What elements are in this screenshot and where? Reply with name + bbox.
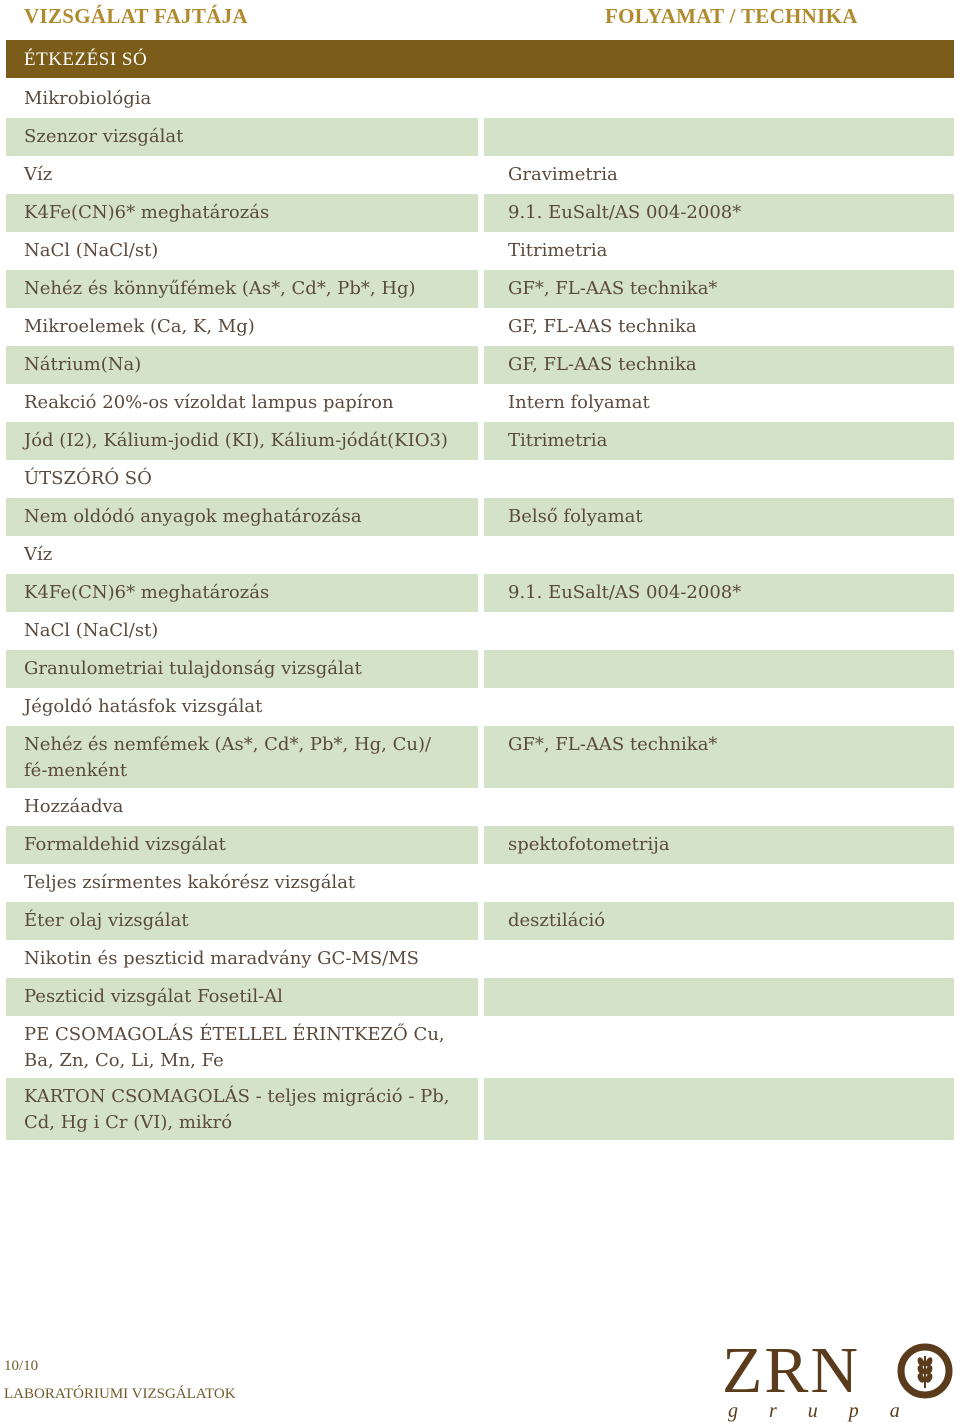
header-test-type: VIZSGÁLAT FAJTÁJA xyxy=(24,4,248,28)
test-cell: Jód (I2), Kálium-jodid (KI), Kálium-jódát(KIO3) xyxy=(6,422,478,460)
method-cell xyxy=(484,80,954,118)
table-row xyxy=(0,422,960,460)
table-row xyxy=(0,156,960,194)
method-cell xyxy=(484,978,954,1016)
table-row xyxy=(0,826,960,864)
table-row xyxy=(0,688,960,726)
test-cell: Nehéz és könnyűfémek (As*, Cd*, Pb*, Hg) xyxy=(6,270,478,308)
method-cell: 9.1. EuSalt/AS 004-2008* xyxy=(484,194,954,232)
test-cell: Éter olaj vizsgálat xyxy=(6,902,478,940)
method-cell xyxy=(484,536,954,574)
method-cell xyxy=(484,650,954,688)
test-cell: NaCl (NaCl/st) xyxy=(24,620,159,641)
method-cell xyxy=(484,460,954,498)
table-row xyxy=(0,612,960,650)
test-cell: Teljes zsírmentes kakórész vizsgálat xyxy=(24,872,356,893)
table-row xyxy=(0,232,960,270)
test-cell: Jégoldó hatásfok vizsgálat xyxy=(24,696,263,717)
table-row xyxy=(0,194,960,232)
test-cell: Hozzáadva xyxy=(24,796,124,817)
test-cell: Szenzor vizsgálat xyxy=(6,118,478,156)
method-cell xyxy=(484,118,954,156)
table-row xyxy=(0,1016,960,1078)
test-cell: K4Fe(CN)6* meghatározás xyxy=(6,194,478,232)
method-cell: Titrimetria xyxy=(484,422,954,460)
test-cell: Nehéz és nemfémek (As*, Cd*, Pb*, Hg, Cu)/ fé-menként xyxy=(6,726,478,788)
test-table xyxy=(0,80,960,1140)
table-row xyxy=(0,940,960,978)
test-cell: Mikrobiológia xyxy=(24,88,152,109)
table-row xyxy=(0,726,960,788)
method-cell xyxy=(484,1078,954,1140)
method-cell xyxy=(484,612,954,650)
table-row xyxy=(0,902,960,940)
test-cell: Reakció 20%-os vízoldat lampus papíron xyxy=(24,392,394,413)
table-row xyxy=(0,864,960,902)
table-row xyxy=(0,574,960,612)
column-headers xyxy=(0,0,960,36)
test-cell: Mikroelemek (Ca, K, Mg) xyxy=(24,316,255,337)
test-cell: KARTON CSOMAGOLÁS - teljes migráció - Pb, Cd, Hg i Cr (VI), mikró xyxy=(6,1078,478,1140)
zrno-logo xyxy=(722,1334,954,1422)
table-row xyxy=(0,384,960,422)
table-row xyxy=(0,270,960,308)
test-cell: Peszticid vizsgálat Fosetil-Al xyxy=(6,978,478,1016)
method-cell: 9.1. EuSalt/AS 004-2008* xyxy=(484,574,954,612)
test-cell: Víz xyxy=(24,544,53,565)
method-cell: desztiláció xyxy=(484,902,954,940)
method-cell: GF, FL-AAS technika xyxy=(484,346,954,384)
table-row xyxy=(0,346,960,384)
test-cell: NaCl (NaCl/st) xyxy=(24,240,159,261)
method-cell: spektofotometrija xyxy=(484,826,954,864)
method-cell: GF, FL-AAS technika xyxy=(508,316,697,337)
table-row xyxy=(0,1078,960,1140)
test-cell: Nem oldódó anyagok meghatározása xyxy=(6,498,478,536)
section-header xyxy=(6,40,954,78)
method-cell: Titrimetria xyxy=(508,240,608,261)
logo-subtitle: grupa xyxy=(728,1400,931,1422)
table-row xyxy=(0,308,960,346)
logo-word: ZRN xyxy=(722,1334,860,1407)
method-cell xyxy=(484,1016,954,1078)
method-cell: Belső folyamat xyxy=(484,498,954,536)
method-cell xyxy=(484,864,954,902)
table-row xyxy=(0,498,960,536)
header-process-technique: FOLYAMAT / TECHNIKA xyxy=(605,4,858,28)
method-cell: GF*, FL-AAS technika* xyxy=(484,270,954,308)
method-cell xyxy=(484,940,954,978)
table-row xyxy=(0,978,960,1016)
method-cell: Intern folyamat xyxy=(508,392,650,413)
section-title: ÉTKEZÉSI SÓ xyxy=(24,49,148,70)
table-row xyxy=(0,80,960,118)
test-cell: Nátrium(Na) xyxy=(6,346,478,384)
table-row xyxy=(0,788,960,826)
method-cell xyxy=(484,788,954,826)
test-cell: Granulometriai tulajdonság vizsgálat xyxy=(6,650,478,688)
method-cell xyxy=(484,688,954,726)
method-cell: Gravimetria xyxy=(508,164,618,185)
table-row xyxy=(0,460,960,498)
wheat-o-icon xyxy=(896,1342,954,1400)
method-cell: GF*, FL-AAS technika* xyxy=(484,726,954,788)
table-row xyxy=(0,650,960,688)
test-cell: K4Fe(CN)6* meghatározás xyxy=(6,574,478,612)
table-row xyxy=(0,118,960,156)
test-cell: PE CSOMAGOLÁS ÉTELLEL ÉRINTKEZŐ Cu, Ba, Zn, Co, Li, Mn, Fe xyxy=(24,1024,445,1071)
test-cell: Víz xyxy=(24,164,53,185)
footer-title: LABORATÓRIUMI VIZSGÁLATOK xyxy=(4,1386,236,1402)
test-cell: Nikotin és peszticid maradvány GC-MS/MS xyxy=(24,948,419,969)
test-cell: Formaldehid vizsgálat xyxy=(6,826,478,864)
page-number: 10/10 xyxy=(4,1358,39,1374)
table-row xyxy=(0,536,960,574)
subsection-title: ÚTSZÓRÓ SÓ xyxy=(24,468,152,489)
